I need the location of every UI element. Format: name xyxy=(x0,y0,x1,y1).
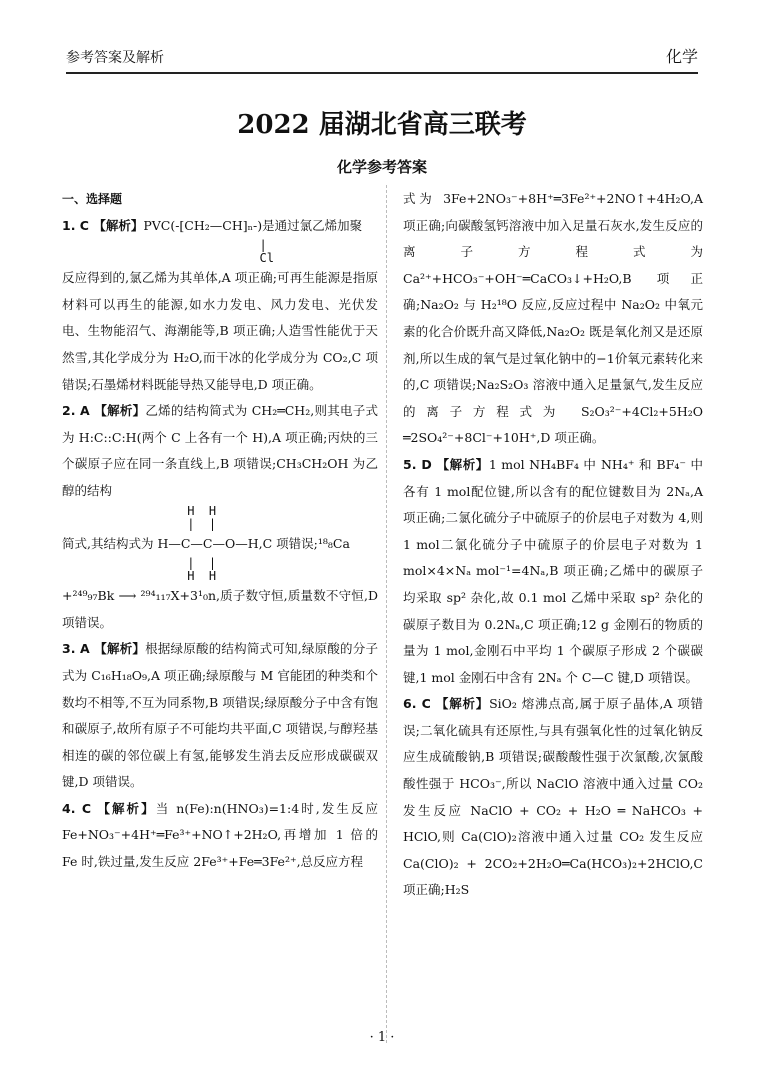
answer-text: SiO₂ 熔沸点高,属于原子晶体,A 项错误;二氧化硫具有还原性,与具有强氧化性的过氧化钠反应生成硫酸钠,B 项错误;碳酸酸性强于次氯酸,次氯酸酸性强于 HCO₃⁻,所以 NaClO 溶液中通入过量 CO₂ 发生反应 NaClO + CO₂ + H₂O ═ NaHCO₃ + HClO,则 Ca(ClO)₂溶液中通入过量 CO₂ 发生反应 Ca(ClO)₂ + 2CO₂+2H₂O═Ca(HCO₃)₂+2HClO,C 项正确;H₂S xyxy=(403,696,703,898)
answer-text: 乙烯的结构简式为 CH₂═CH₂,则其电子式为 H:C::C:H(两个 C 上各有一个 H),A 项正确;丙炔的三个碳原子应在同一条直线上,B 项错误;CH₃CH₂OH 为乙醇的结构 xyxy=(62,403,378,498)
answer-paragraph xyxy=(403,186,703,452)
right-column xyxy=(403,186,703,904)
answer-text: 当 n(Fe):n(HNO₃)=1:4时,发生反应 Fe+NO₃⁻+4H⁺═Fe³⁺+NO↑+2H₂O,再增加 1 倍的 Fe 时,铁过量,发生反应 2Fe³⁺+Fe═3Fe²⁺,总反应方程 xyxy=(62,800,379,870)
answer-paragraph xyxy=(62,636,378,796)
question-tag: 4. C 【解析】 xyxy=(62,800,156,816)
answer-text: 1 mol NH₄BF₄ 中 NH₄⁺ 和 BF₄⁻ 中各有 1 mol配位键,所以含有的配位键数目为 2Nₐ,A 项正确;二氯化硫分子中硫原子的价层电子对数为 4,则 1 mol二氯化硫分子中硫原子的价层电子对数为 1 mol×4×Nₐ mol⁻¹=4Nₐ,B 项正确;乙烯中的碳原子均采取 sp² 杂化,故 0.1 mol 乙烯中采取 sp² 杂化的碳原子数目为 0.2Nₐ,C 项正确;12 g 金刚石的物质的量为 1 mol,金刚石中平均 1 个碳原子形成 2 个碳碳键,1 mol 金刚石中含有 2Nₐ 个 C—C 键,D 项错误。 xyxy=(403,456,704,685)
answer-text: PVC(-[CH₂—CH]ₙ-)是通过氯乙烯加聚 xyxy=(143,217,363,233)
answer-paragraph xyxy=(403,691,703,904)
question-tag: 3. A 【解析】 xyxy=(62,641,146,657)
page-title: 2022 届湖北省高三联考 xyxy=(237,110,527,140)
header-subject-label: 化学 xyxy=(665,47,698,66)
structure-fragment: | Cl xyxy=(259,238,274,266)
answer-text: 根据绿原酸的结构简式可知,绿原酸的分子式为 C₁₆H₁₈O₉,A 项正确;绿原酸与 M 官能团的种类和个数均不相等,不互为同系物,B 项错误;绿原酸分子中含有饱和碳原子,故所有原子不可能均共平面,C 项错误,与醇羟基相连的碳的邻位碳上有氢,能够发生消去反应形成碳碳双键,D 项错误。 xyxy=(62,641,378,790)
answer-paragraph xyxy=(62,796,378,876)
answer-text: 简式,其结构式为 H—C—C—O—H,C 项错误;¹⁸₈Ca xyxy=(62,535,350,551)
left-column xyxy=(62,186,378,876)
answer-paragraph xyxy=(62,265,378,398)
question-tag: 6. C 【解析】 xyxy=(403,696,490,712)
answer-paragraph xyxy=(62,531,378,558)
column-divider xyxy=(386,185,387,1043)
page-header xyxy=(66,46,698,74)
answer-text: +²⁴⁹₉₇Bk ⟶ ²⁹⁴₁₁₇X+3¹₀n,质子数守恒,质量数不守恒,D 项错误。 xyxy=(62,588,378,630)
header-left-label: 参考答案及解析 xyxy=(66,50,164,66)
answer-paragraph xyxy=(403,452,703,691)
answer-text: 反应得到的,氯乙烯为其单体,A 项正确;可再生能源是指原材料可以再生的能源,如水力发电、风力发电、光伏发电、生物能沼气、海潮能等,B 项正确;人造雪性能优于天然雪,其化学成分为 H₂O,而干冰的化学成分为 CO₂,C 项错误;石墨烯材料既能导热又能导电,D 项正确。 xyxy=(62,270,378,392)
answer-paragraph xyxy=(62,213,378,240)
structure-fragment: H H | | xyxy=(187,503,217,531)
answer-text: 式为 3Fe+2NO₃⁻+8H⁺═3Fe²⁺+2NO↑+4H₂O,A 项正确;向碳酸氢钙溶液中加入足量石灰水,发生反应的离子方程式为 Ca²⁺+HCO₃⁻+OH⁻═CaCO₃↓+H₂O,B 项正确;Na₂O₂ 与 H₂¹⁸O 反应,反应过程中 Na₂O₂ 中氧元素的化合价既升高又降低,Na₂O₂ 既是氧化剂又是还原剂,所以生成的氧气是过氧化钠中的−1价氧元素转化来的,C 项错误;Na₂S₂O₃ 溶液中通入足量氯气,发生反应的离子方程式为 S₂O₃²⁻+4Cl₂+5H₂O ═2SO₄²⁻+8Cl⁻+10H⁺,D 项正确。 xyxy=(403,191,703,446)
answer-paragraph xyxy=(62,583,378,636)
structure-fragment: | | H H xyxy=(187,556,217,584)
answer-paragraph xyxy=(62,398,378,504)
question-tag: 1. C 【解析】 xyxy=(62,217,144,233)
page-subtitle: 化学参考答案 xyxy=(336,158,427,176)
question-tag: 2. A 【解析】 xyxy=(62,403,146,419)
question-tag: 5. D 【解析】 xyxy=(403,456,489,472)
page-number: · 1 · xyxy=(369,1030,395,1045)
section-heading: 一、选择题 xyxy=(62,192,123,206)
